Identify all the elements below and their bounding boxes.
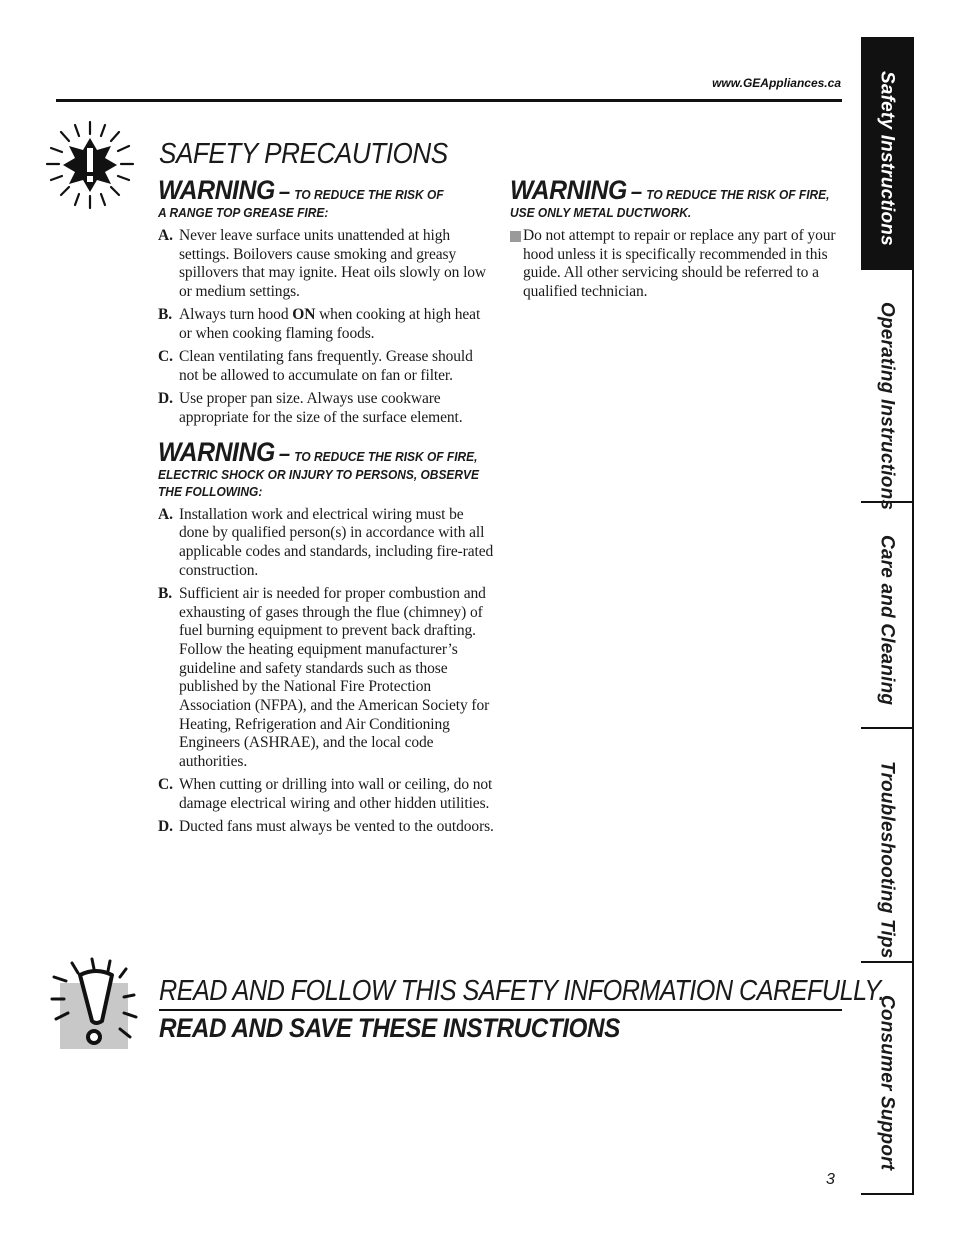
attention-exclamation-icon	[50, 955, 140, 1055]
tab-operating-instructions[interactable]	[861, 270, 914, 511]
square-bullet-icon	[510, 231, 521, 242]
right-column	[510, 176, 842, 302]
warning-heading: WARNING – TO REDUCE THE RISK OF FIRE, ELECTRIC SHOCK OR INJURY TO PERSONS, OBSERVE THE FOLLOWING:	[158, 436, 479, 499]
tab-label: Operating Instructions	[876, 302, 898, 511]
grease-fire-list	[158, 227, 494, 428]
list-item: B. Sufficient air is needed for proper combustion and exhausting of gases through the flue (chimney) of fuel burning equipment to prevent back drafting. Follow the heating equipment manufacturer’s guideline and safety standards such as those published by the National Fire Protection Association (NFPA), and the American Society for Heating, Refrigeration and Air Conditioning Engineers (ASHRAE), and the local code authorities.	[158, 584, 490, 771]
list-item: D. Use proper pan size. Always use cookware appropriate for the size of the surface element.	[158, 390, 463, 426]
list-item: A. Installation work and electrical wiring must be done by qualified person(s) in accordance with all applicable codes and standards, including fire-rated construction.	[158, 505, 494, 579]
safety-alert-burst-icon	[45, 120, 135, 210]
header-rule	[56, 99, 842, 102]
tab-label: Troubleshooting Tips	[876, 761, 898, 959]
list-item: A. Never leave surface units unattended at high settings. Boilovers cause smoking and greasy spillovers that may ignite. Heat oils slowly on low or medium settings.	[158, 227, 487, 301]
tab-care-and-cleaning[interactable]	[861, 503, 914, 729]
list-item: C. Clean ventilating fans frequently. Grease should not be allowed to accumulate on fan or filter.	[158, 348, 473, 384]
list-item: B. Always turn hood ON when cooking at high heat or when cooking flaming foods.	[158, 306, 481, 343]
footer-rule	[159, 1009, 842, 1011]
installation-list	[158, 506, 494, 837]
warning-heading: WARNING – TO REDUCE THE RISK OF A RANGE TOP GREASE FIRE:	[158, 175, 444, 220]
ductwork-bullet: Do not attempt to repair or replace any part of your hood unless it is specifically recommended in this guide. All other servicing should be referred to a qualified technician.	[510, 227, 842, 302]
read-follow-heading: READ AND FOLLOW THIS SAFETY INFORMATION CAREFULLY.	[159, 975, 885, 1007]
list-item: C. When cutting or drilling into wall or ceiling, do not damage electrical wiring and other hidden utilities.	[158, 776, 493, 813]
tab-label: Safety Instructions	[876, 71, 898, 246]
website-url: www.GEAppliances.ca	[712, 76, 841, 90]
tab-label: Care and Cleaning	[876, 535, 898, 706]
section-title: SAFETY PRECAUTIONS	[159, 138, 448, 170]
tab-safety-instructions[interactable]	[861, 37, 914, 270]
tab-troubleshooting-tips[interactable]	[861, 729, 914, 963]
left-column	[158, 176, 494, 841]
list-item: D. Ducted fans must always be vented to the outdoors.	[158, 818, 494, 836]
warning-heading: WARNING – TO REDUCE THE RISK OF FIRE, USE ONLY METAL DUCTWORK.	[510, 175, 830, 220]
read-save-heading: READ AND SAVE THESE INSTRUCTIONS	[159, 1013, 620, 1043]
tab-label: Consumer Support	[876, 995, 898, 1171]
page-number: 3	[826, 1171, 835, 1188]
section-tab-strip	[861, 37, 916, 1195]
